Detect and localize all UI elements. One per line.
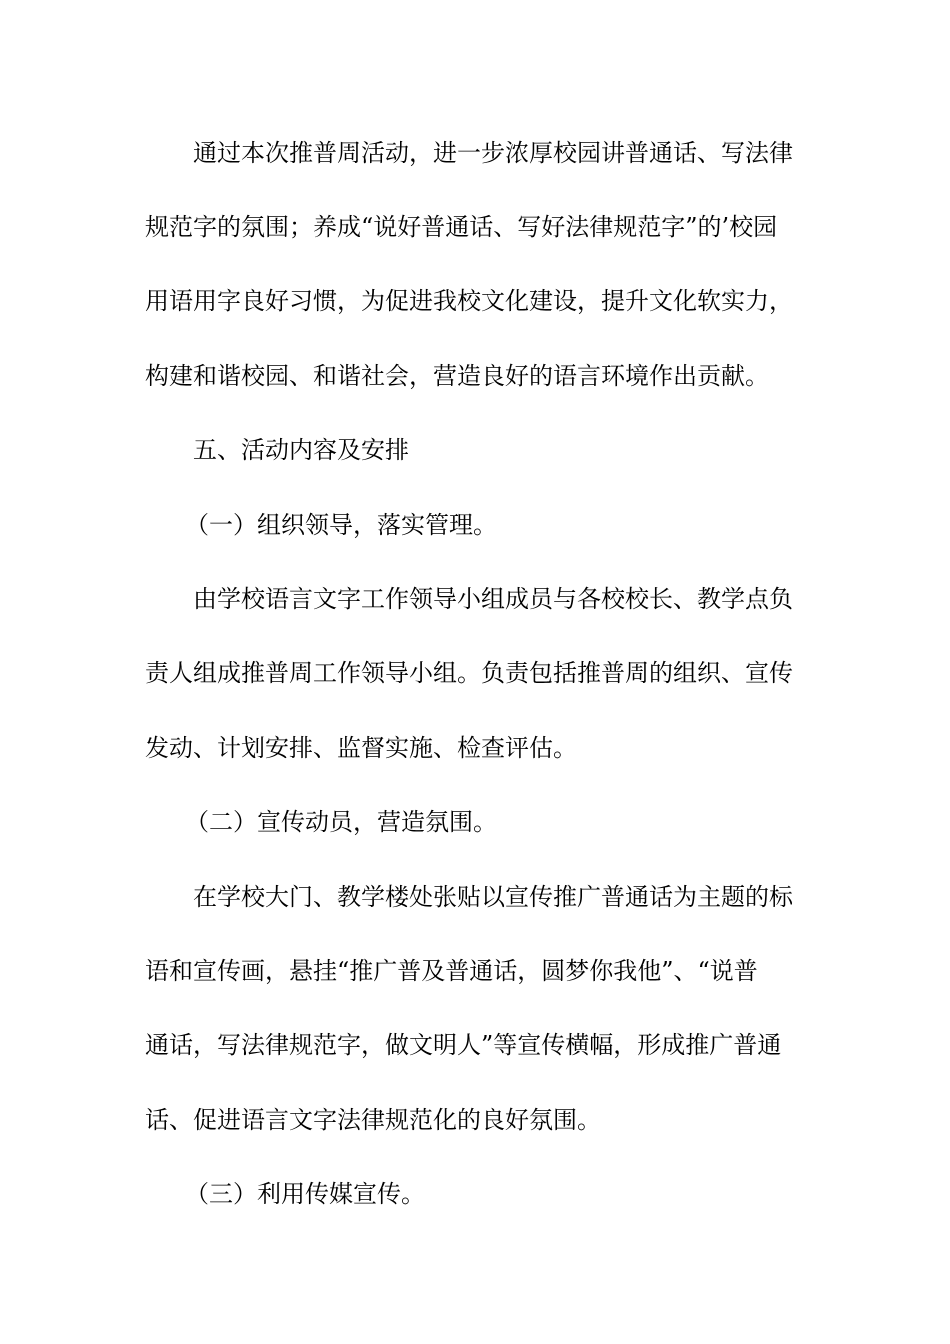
subsection-heading: （一）组织领导，落实管理。 [185, 511, 497, 539]
paragraph-line: 构建和谐校园、和谐社会，营造良好的语言环境作出贡献。 [145, 362, 769, 390]
paragraph-line: 发动、计划安排、监督实施、检查评估。 [145, 734, 577, 762]
paragraph-line: 在学校大门、教学楼处张贴以宣传推广普通话为主题的标 [193, 883, 793, 911]
paragraph-line: 用语用字良好习惯，为促进我校文化建设，提升文化软实力， [145, 287, 793, 315]
paragraph-line: 由学校语言文字工作领导小组成员与各校校长、教学点负 [193, 585, 793, 613]
subsection-heading: （二）宣传动员，营造氛围。 [185, 808, 497, 836]
paragraph-line: 通过本次推普周活动，进一步浓厚校园讲普通话、写法律 [193, 139, 793, 167]
paragraph-line: 通话，写法律规范字，做文明人”等宣传横幅，形成推广普通 [145, 1031, 782, 1059]
subsection-heading: （三）利用传媒宣传。 [185, 1180, 425, 1208]
paragraph-line: 责人组成推普周工作领导小组。负责包括推普周的组织、宣传 [145, 659, 793, 687]
section-heading: 五、活动内容及安排 [193, 436, 409, 464]
paragraph-line: 规范字的氛围；养成“说好普通话、写好法律规范字”的’校园 [145, 213, 778, 241]
paragraph-line: 话、促进语言文字法律规范化的良好氛围。 [145, 1106, 601, 1134]
paragraph-line: 语和宣传画，悬挂“推广普及普通话，圆梦你我他”、“说普 [145, 957, 758, 985]
